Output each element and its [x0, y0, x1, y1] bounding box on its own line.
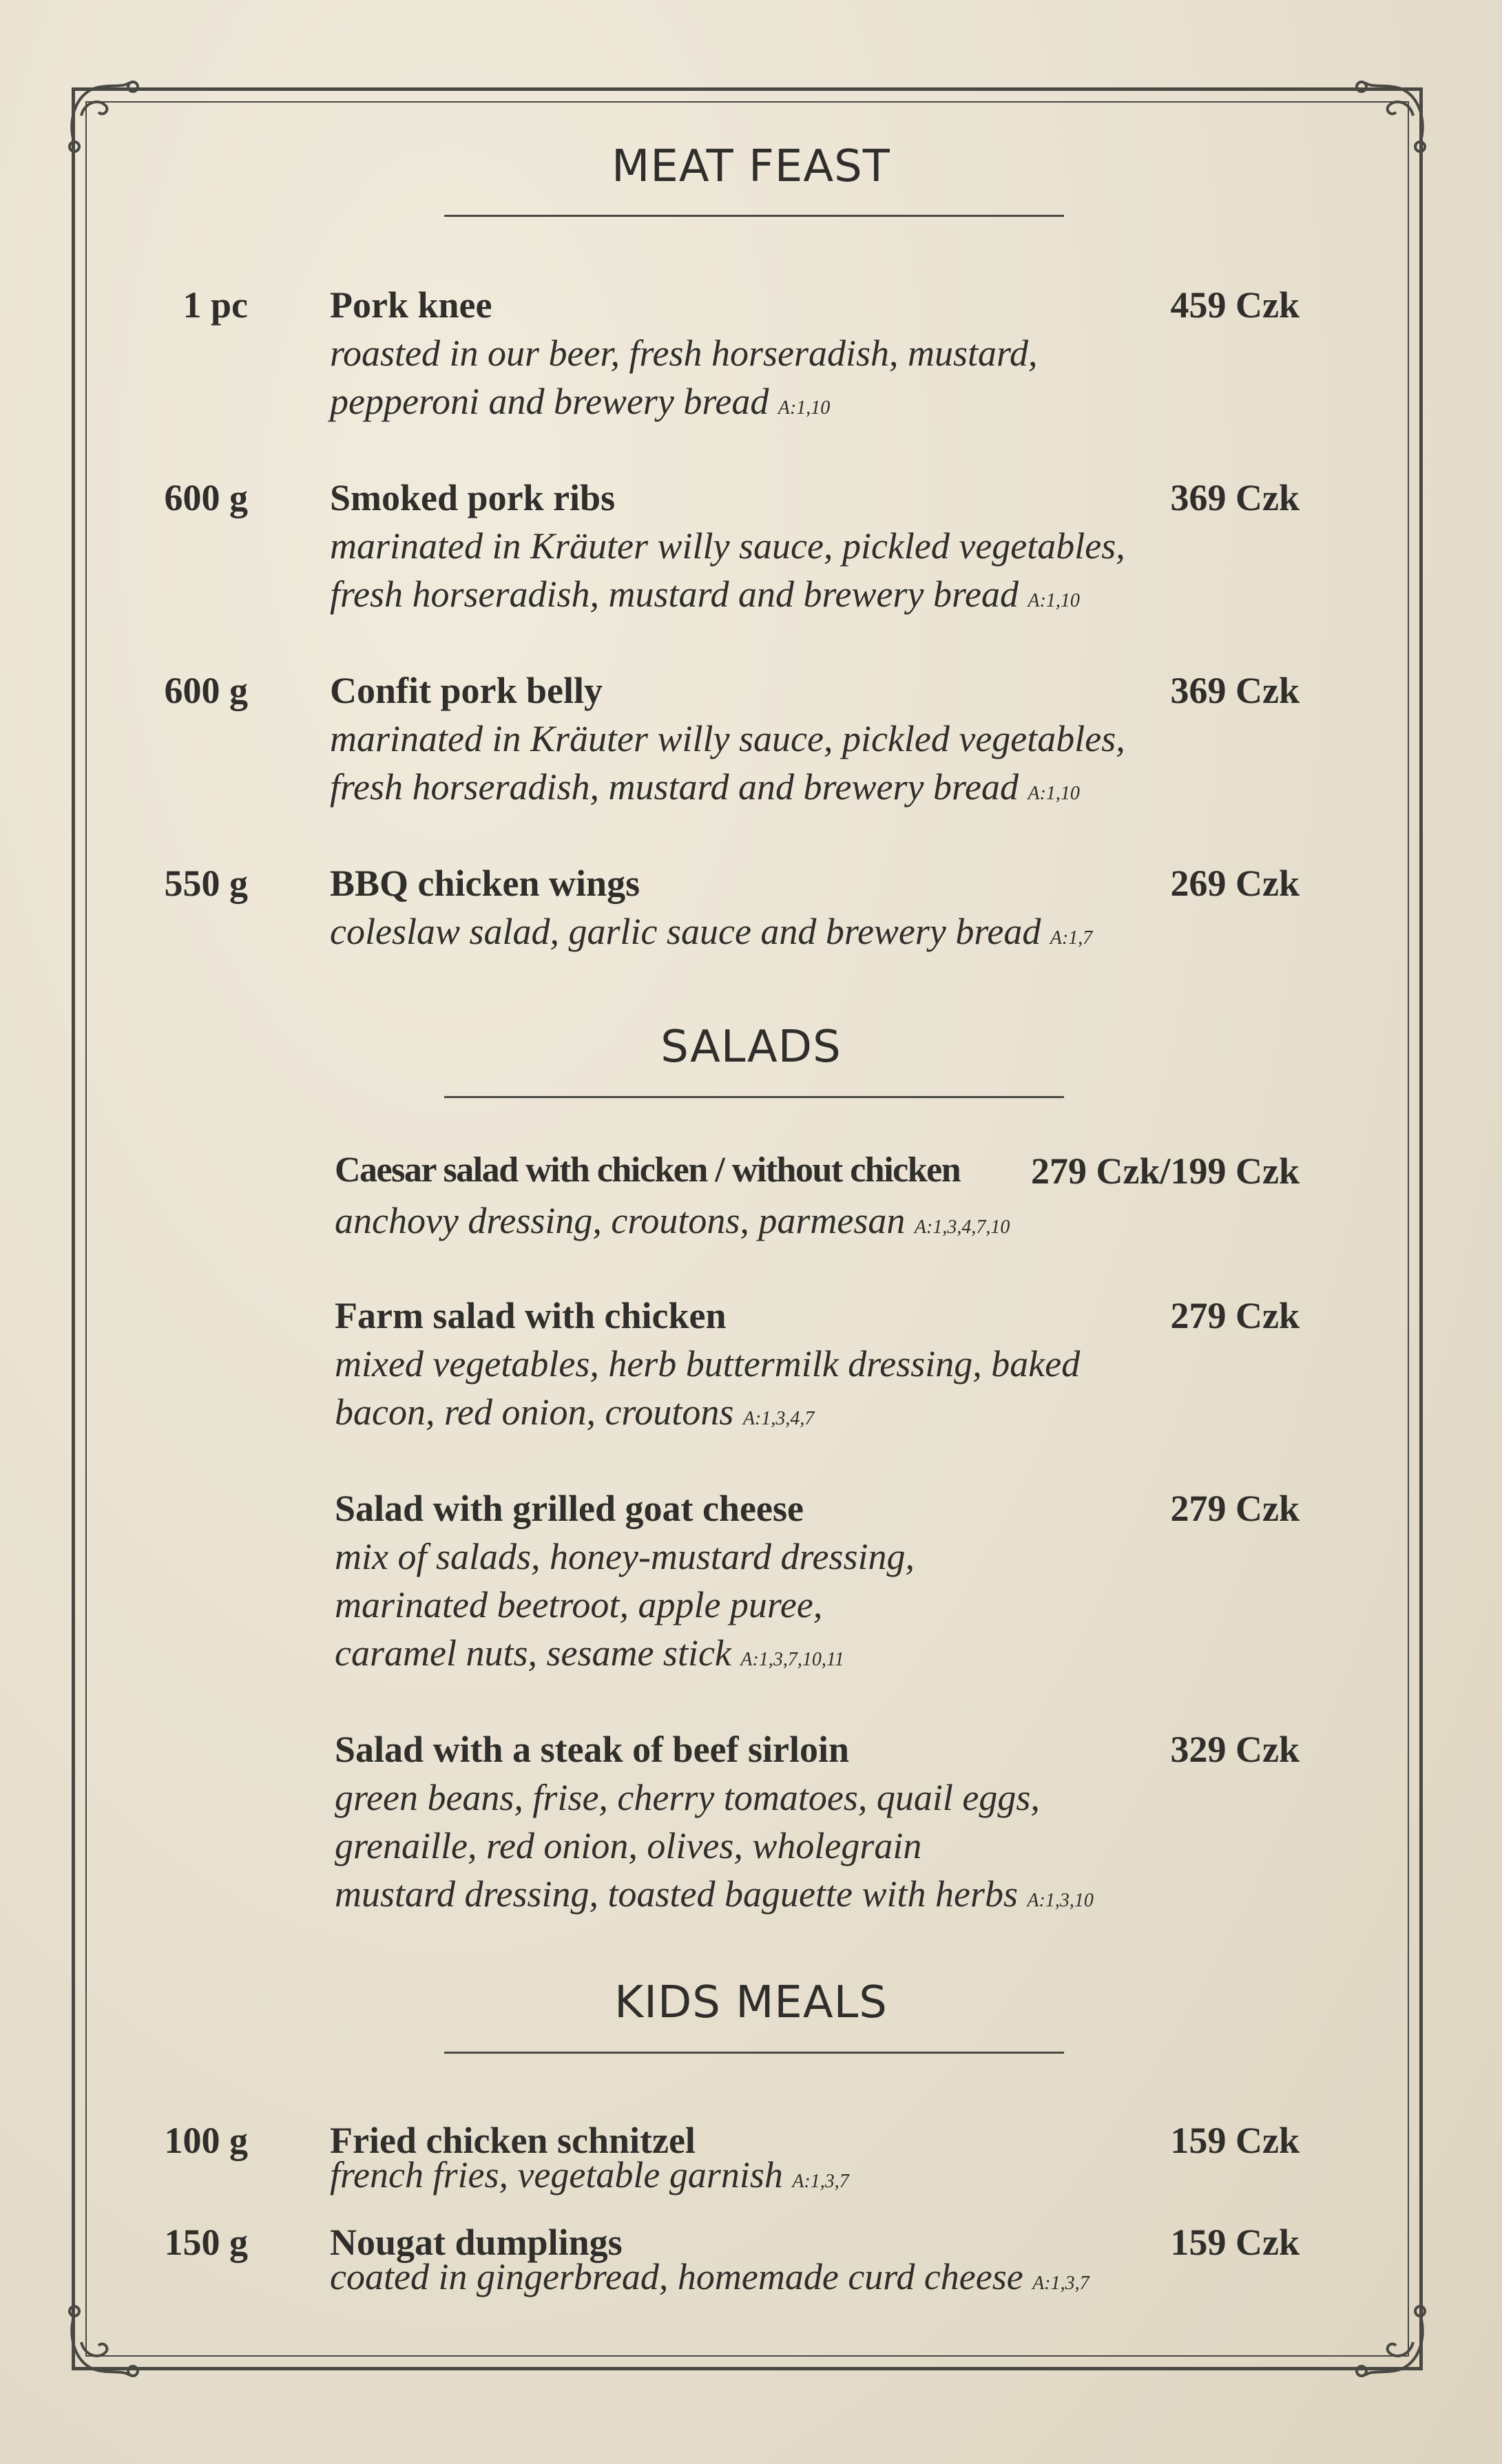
item-description: mixed vegetables, herb buttermilk dressing, baked: [335, 1343, 1081, 1384]
allergen-codes: A:1,3,7: [792, 2171, 849, 2192]
item-name: Farm salad with chicken: [335, 1295, 727, 1336]
item-price: 269 Czk: [1170, 863, 1300, 904]
allergen-codes: A:1,10: [1028, 590, 1080, 611]
item-description: coleslaw salad, garlic sauce and brewery bread A:1,7: [330, 911, 1093, 952]
item-description: roasted in our beer, fresh horseradish, mustard,: [330, 333, 1038, 374]
item-description: bacon, red onion, croutons A:1,3,4,7: [335, 1391, 815, 1433]
section-title-kids-meals: KIDS MEALS: [614, 1977, 888, 2028]
allergen-codes: A:1,10: [1028, 783, 1080, 804]
item-weight: 1 pc: [182, 284, 248, 326]
corner-flourish-icon: [1351, 2301, 1434, 2383]
allergen-codes: A:1,3,4,7,10: [914, 1217, 1010, 1238]
item-description: fresh horseradish, mustard and brewery bread A:1,10: [330, 766, 1080, 808]
item-price: 369 Czk: [1170, 670, 1300, 711]
item-name: Pork knee: [330, 284, 492, 326]
item-name: Caesar salad with chicken / without chicken: [335, 1150, 961, 1190]
item-weight: 100 g: [164, 2120, 248, 2161]
item-description: green beans, frise, cherry tomatoes, quail eggs,: [335, 1777, 1040, 1818]
item-name: Salad with a steak of beef sirloin: [335, 1729, 850, 1770]
item-description: mix of salads, honey-mustard dressing,: [335, 1536, 915, 1577]
item-price: 459 Czk: [1170, 284, 1300, 326]
item-description: marinated beetroot, apple puree,: [335, 1584, 823, 1625]
item-description: pepperoni and brewery bread A:1,10: [330, 381, 831, 422]
item-weight: 550 g: [164, 863, 248, 904]
item-name: Smoked pork ribs: [330, 477, 616, 518]
item-price: 329 Czk: [1170, 1729, 1300, 1770]
allergen-codes: A:1,3,7: [1032, 2273, 1089, 2294]
corner-flourish-icon: [61, 2301, 143, 2383]
allergen-codes: A:1,3,4,7: [742, 1408, 815, 1429]
section-title-meat-feast: MEAT FEAST: [612, 141, 890, 192]
section-divider: [444, 215, 1064, 217]
section-title-salads: SALADS: [660, 1022, 842, 1073]
item-description: french fries, vegetable garnish A:1,3,7: [330, 2154, 849, 2196]
item-weight: 600 g: [164, 477, 248, 518]
section-divider: [444, 2052, 1064, 2054]
item-description: coated in gingerbread, homemade curd cheese A:1,3,7: [330, 2256, 1089, 2297]
item-description: fresh horseradish, mustard and brewery bread A:1,10: [330, 573, 1080, 615]
item-price: 279 Czk: [1170, 1295, 1300, 1336]
allergen-codes: A:1,7: [1050, 927, 1093, 949]
allergen-codes: A:1,10: [778, 397, 831, 419]
item-price: 279 Czk: [1170, 1488, 1300, 1529]
item-name: BBQ chicken wings: [330, 863, 640, 904]
item-description: marinated in Kräuter willy sauce, pickled vegetables,: [330, 525, 1125, 567]
item-name: Salad with grilled goat cheese: [335, 1488, 804, 1529]
item-description: anchovy dressing, croutons, parmesan A:1,3,4,7,10: [335, 1200, 1010, 1241]
allergen-codes: A:1,3,7,10,11: [740, 1649, 844, 1670]
section-divider: [444, 1096, 1064, 1098]
item-price: 159 Czk: [1170, 2222, 1300, 2263]
item-name: Confit pork belly: [330, 670, 603, 711]
item-name: Fried chicken schnitzel: [330, 2120, 696, 2161]
item-price: 369 Czk: [1170, 477, 1300, 518]
item-description: caramel nuts, sesame stick A:1,3,7,10,11: [335, 1632, 844, 1674]
item-description: grenaille, red onion, olives, wholegrain: [335, 1825, 922, 1866]
item-description: mustard dressing, toasted baguette with herbs A:1,3,10: [335, 1873, 1094, 1915]
item-weight: 600 g: [164, 670, 248, 711]
item-name: Nougat dumplings: [330, 2222, 623, 2263]
item-price: 159 Czk: [1170, 2120, 1300, 2161]
item-price: 279 Czk/199 Czk: [1031, 1150, 1300, 1192]
item-description: marinated in Kräuter willy sauce, pickled vegetables,: [330, 718, 1125, 759]
allergen-codes: A:1,3,10: [1027, 1890, 1094, 1911]
item-weight: 150 g: [164, 2222, 248, 2263]
